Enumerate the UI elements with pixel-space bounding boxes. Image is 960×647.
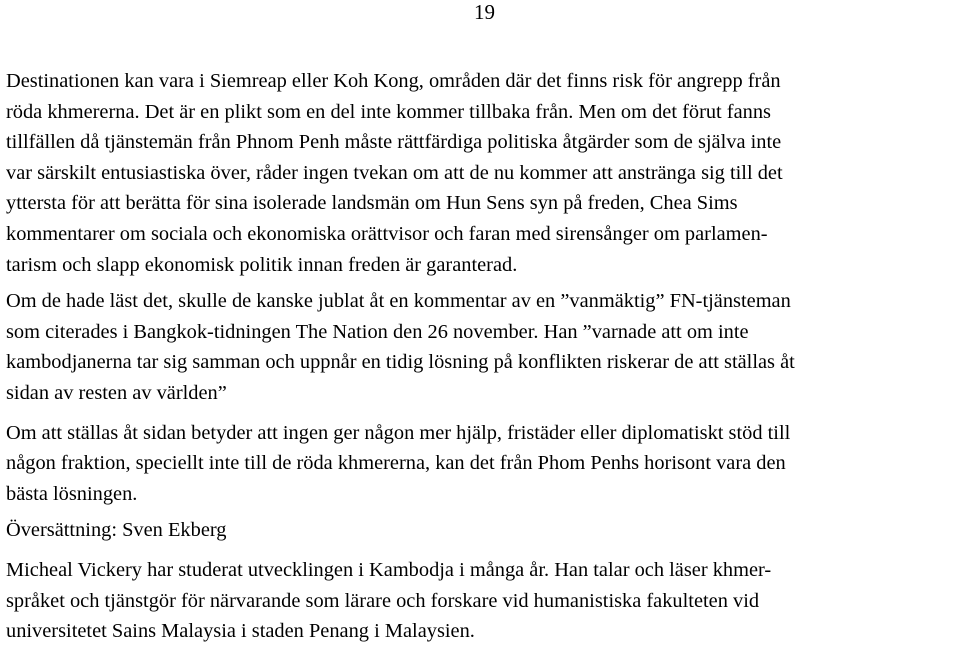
- text-line: Översättning: Sven Ekberg: [6, 519, 227, 542]
- text-line: någon fraktion, speciellt inte till de röda khmererna, kan det från Phom Penhs horisont vara den: [6, 452, 786, 475]
- paragraph-un-official: [6, 286, 956, 408]
- text-line: universitetet Sains Malaysia i staden Penang i Malaysien.: [6, 620, 475, 643]
- text-line: var särskilt entusiastiska över, råder ingen tvekan om att de nu kommer att anstränga sig till det: [6, 161, 783, 184]
- text-line: tillfällen då tjänstemän från Phnom Penh måste rättfärdiga politiska åtgärder som de själva inte: [6, 131, 782, 154]
- text-line: tarism och slapp ekonomisk politik innan freden är garanterad.: [6, 253, 518, 276]
- text-line: språket och tjänstgör för närvarande som lärare och forskare vid humanistiska fakulteten vid: [6, 589, 760, 612]
- paragraph-side-lined: [6, 418, 956, 510]
- text-line: sidan av resten av världen”: [6, 381, 227, 404]
- paragraph-gap: [6, 409, 956, 418]
- text-line: Om att ställas åt sidan betyder att ingen ger någon mer hjälp, fristäder eller diplomatiskt stöd till: [6, 421, 791, 444]
- text-line: Destinationen kan vara i Siemreap eller Koh Kong, områden där det finns risk för angrepp från: [6, 70, 781, 92]
- article-body: [6, 66, 956, 647]
- text-line: bästa lösningen.: [6, 482, 138, 505]
- text-line: Micheal Vickery har studerat utvecklingen i Kambodja i många år. Han talar och läser khmer-: [6, 558, 772, 581]
- text-line: kommentarer om sociala och ekonomiska orättvisor och faran med sirensånger om parlamen-: [6, 222, 768, 245]
- paragraph-gap: [6, 546, 956, 555]
- text-line: yttersta för att berätta för sina isolerade landsmän om Hun Sens syn på freden, Chea Sims: [6, 192, 738, 215]
- text-line: röda khmererna. Det är en plikt som en del inte kommer tillbaka från. Men om det förut fanns: [6, 100, 771, 123]
- text-line: kambodjanerna tar sig samman och uppnår en tidig lösning på konflikten riskerar de att ställas åt: [6, 351, 795, 374]
- paragraph-author-bio: [6, 555, 956, 647]
- page-number: 19: [474, 0, 495, 24]
- text-line: som citerades i Bangkok-tidningen The Nation den 26 november. Han ”varnade att om inte: [6, 320, 749, 343]
- paragraph-destination: [6, 66, 956, 280]
- text-line: Om de hade läst det, skulle de kanske jublat åt en kommentar av en ”vanmäktig” FN-tjänsteman: [6, 290, 791, 313]
- paragraph-translation-credit: [6, 515, 956, 546]
